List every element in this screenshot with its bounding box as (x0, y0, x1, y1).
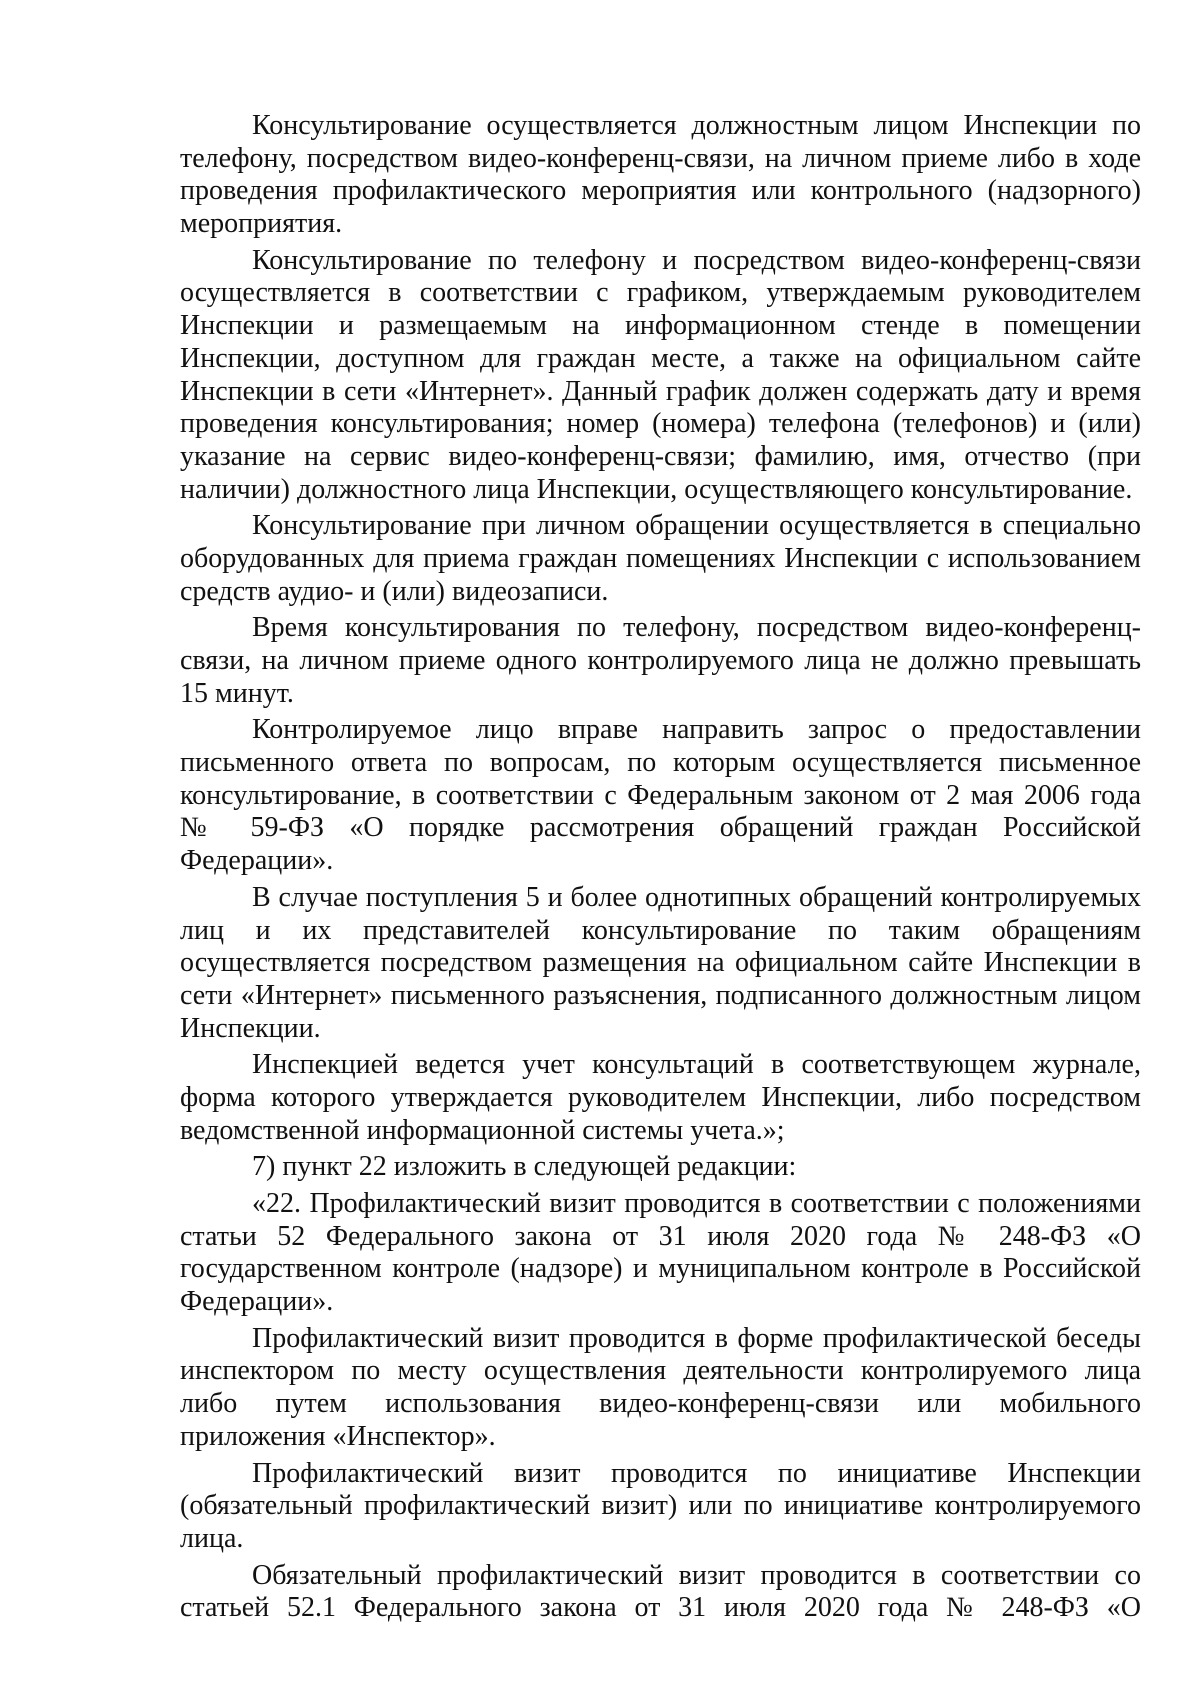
paragraph (180, 1151, 1141, 1184)
text-line: письменного ответа по вопросам, по которым осуществляется письменное (180, 747, 1141, 779)
text-line: осуществляется посредством размещения на официальном сайте Инспекции в (180, 947, 1141, 979)
text-line: телефону, посредством видео-конференц-связи, на личном приеме либо в ходе (180, 142, 1141, 174)
text-line: № 59-ФЗ «О порядке рассмотрения обращений граждан Российской (180, 812, 1141, 844)
text-line: 7) пункт 22 изложить в следующей редакции: (252, 1151, 797, 1183)
text-line: «22. Профилактический визит проводится в соответствии с положениями (252, 1188, 1141, 1219)
paragraph (180, 510, 1141, 608)
text-line: осуществляется в соответствии с графиком, утверждаемым руководителем (180, 277, 1141, 309)
text-line: Время консультирования по телефону, посредством видео-конференц- (252, 612, 1141, 644)
paragraph (180, 1560, 1141, 1625)
paragraph (180, 1049, 1141, 1147)
text-line: ведомственной информационной системы учета.»; (180, 1114, 785, 1146)
text-line: инспектором по месту осуществления деятельности контролируемого лица (180, 1355, 1141, 1387)
text-line: Обязательный профилактический визит проводится в соответствии со (252, 1559, 1141, 1591)
text-line: Консультирование осуществляется должностным лицом Инспекции по (252, 110, 1141, 141)
text-line: мероприятия. (180, 208, 343, 240)
text-line: указание на сервис видео-конференц-связи; фамилию, имя, отчество (при (180, 440, 1141, 472)
text-line: проведения консультирования; номер (номера) телефона (телефонов) и (или) (180, 408, 1141, 440)
paragraph (180, 612, 1141, 710)
document-page (180, 110, 1141, 1629)
paragraph (180, 110, 1141, 241)
text-line: Инспекцией ведется учет консультаций в соответствующем журнале, (252, 1049, 1141, 1081)
text-line: проведения профилактического мероприятия или контрольного (надзорного) (180, 175, 1141, 207)
text-line: Профилактический визит проводится в форме профилактической беседы (252, 1322, 1141, 1354)
text-line: Контролируемое лицо вправе направить запрос о предоставлении (252, 714, 1141, 746)
text-line: статьей 52.1 Федерального закона от 31 июля 2020 года № 248-ФЗ «О (180, 1592, 1141, 1624)
text-line: Профилактический визит проводится по инициативе Инспекции (252, 1457, 1141, 1489)
text-line: либо путем использования видео-конференц-связи или мобильного (180, 1388, 1141, 1420)
text-line: лица. (180, 1522, 244, 1554)
text-line: статьи 52 Федерального закона от 31 июля 2020 года № 248-ФЗ «О (180, 1220, 1141, 1252)
paragraph-spacer (180, 1625, 1141, 1629)
text-line: 15 минут. (180, 677, 294, 709)
text-line: Инспекции и размещаемым на информационном стенде в помещении (180, 310, 1141, 342)
text-line: лиц и их представителей консультирование по таким обращениям (180, 914, 1141, 946)
text-line: Консультирование при личном обращении осуществляется в специально (252, 510, 1141, 542)
text-line: консультирование, в соответствии с Федеральным законом от 2 мая 2006 года (180, 779, 1141, 811)
text-line: (обязательный профилактический визит) или по инициативе контролируемого (180, 1490, 1141, 1522)
text-line: Инспекции в сети «Интернет». Данный график должен содержать дату и время (180, 375, 1141, 407)
text-line: связи, на личном приеме одного контролируемого лица не должно превышать (180, 645, 1141, 676)
paragraph (180, 1458, 1141, 1556)
paragraph (180, 1188, 1141, 1319)
text-line: сети «Интернет» письменного разъяснения, подписанного должностным лицом (180, 979, 1141, 1011)
text-line: государственном контроле (надзоре) и муниципальном контроле в Российской (180, 1253, 1141, 1285)
text-line: форма которого утверждается руководителем Инспекции, либо посредством (180, 1081, 1141, 1113)
text-line: средств аудио- и (или) видеозаписи. (180, 575, 609, 607)
text-line: Инспекции. (180, 1012, 321, 1044)
text-line: приложения «Инспектор». (180, 1420, 496, 1452)
text-line: наличии) должностного лица Инспекции, осуществляющего консультирование. (180, 473, 1133, 505)
text-line: Федерации». (180, 1286, 334, 1318)
paragraph (180, 714, 1141, 877)
text-line: Инспекции, доступном для граждан месте, а также на официальном сайте (180, 342, 1141, 374)
text-line: Консультирование по телефону и посредством видео-конференц-связи (252, 244, 1141, 276)
text-line: В случае поступления 5 и более однотипных обращений контролируемых (252, 881, 1141, 913)
paragraph (180, 1323, 1141, 1454)
paragraph (180, 882, 1141, 1045)
text-line: оборудованных для приема граждан помещениях Инспекции с использованием (180, 542, 1141, 574)
text-line: Федерации». (180, 845, 334, 877)
paragraph (180, 245, 1141, 507)
